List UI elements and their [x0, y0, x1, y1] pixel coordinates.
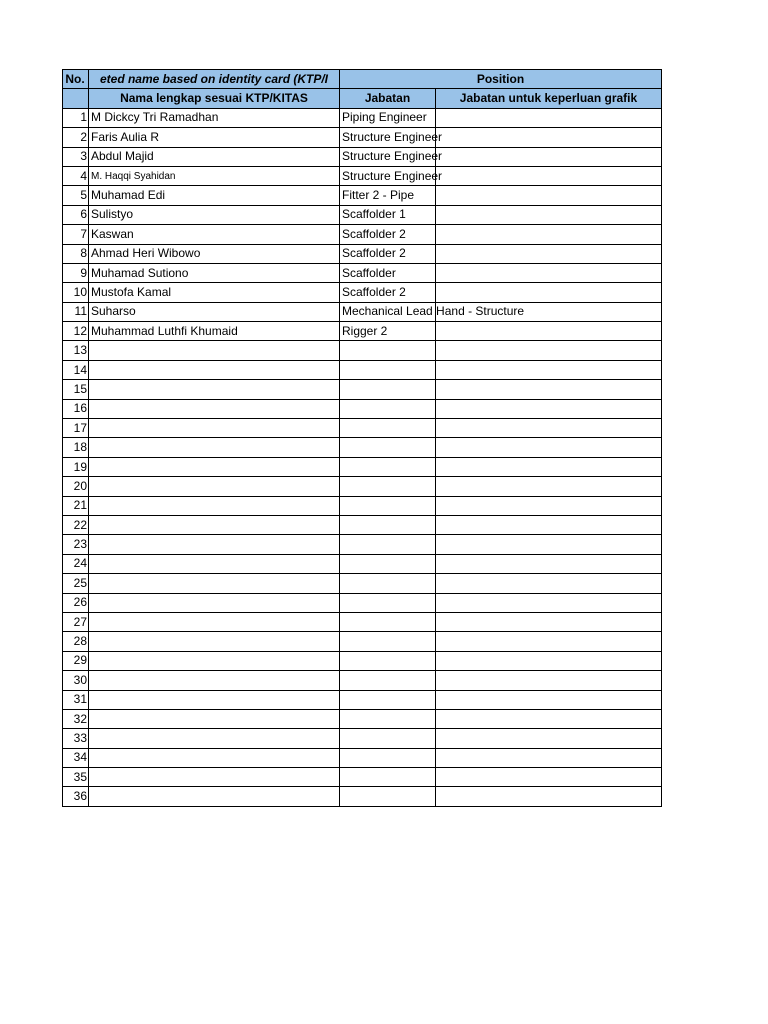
jabatan-grafik-cell[interactable] [436, 574, 662, 593]
name-cell[interactable]: Muhammad Luthfi Khumaid [89, 322, 340, 341]
name-cell[interactable] [89, 438, 340, 457]
table-row [63, 108, 662, 127]
jabatan-cell[interactable] [340, 263, 436, 282]
name-cell[interactable] [89, 651, 340, 670]
jabatan-text: Structure Engineer [342, 129, 443, 144]
row-number-cell[interactable]: 26 [63, 593, 89, 612]
jabatan-cell[interactable] [340, 632, 436, 651]
table-row [63, 768, 662, 787]
row-number-cell[interactable]: 10 [63, 283, 89, 302]
table-row [63, 690, 662, 709]
row-number-cell[interactable]: 27 [63, 612, 89, 631]
jabatan-grafik-cell[interactable] [436, 438, 662, 457]
table-row [63, 360, 662, 379]
jabatan-grafik-cell[interactable] [436, 225, 662, 244]
name-cell[interactable]: M. Haqqi Syahidan [89, 166, 340, 185]
row-number-cell[interactable]: 30 [63, 671, 89, 690]
jabatan-cell[interactable] [340, 554, 436, 573]
jabatan-text: Fitter 2 - Pipe [342, 188, 415, 203]
jabatan-cell[interactable] [340, 690, 436, 709]
jabatan-cell[interactable] [340, 574, 436, 593]
jabatan-grafik-cell[interactable] [436, 632, 662, 651]
jabatan-text: Piping Engineer [342, 110, 427, 125]
jabatan-grafik-cell[interactable] [436, 244, 662, 263]
table-row [63, 748, 662, 767]
table-row [63, 671, 662, 690]
name-cell[interactable] [89, 768, 340, 787]
jabatan-cell[interactable] [340, 322, 436, 341]
jabatan-cell[interactable] [340, 729, 436, 748]
personnel-table-body [63, 70, 662, 807]
jabatan-grafik-cell[interactable] [436, 515, 662, 534]
row-number-cell[interactable]: 22 [63, 515, 89, 534]
jabatan-grafik-cell[interactable] [436, 787, 662, 806]
row-number-cell[interactable]: 5 [63, 186, 89, 205]
name-cell[interactable] [89, 748, 340, 767]
jabatan-cell[interactable] [340, 709, 436, 728]
row-number-cell[interactable]: 19 [63, 457, 89, 476]
table-row [63, 632, 662, 651]
name-cell[interactable] [89, 671, 340, 690]
jabatan-grafik-cell[interactable] [436, 108, 662, 127]
personnel-table [62, 69, 662, 807]
name-cell[interactable] [89, 399, 340, 418]
jabatan-grafik-cell[interactable] [436, 612, 662, 631]
jabatan-cell[interactable] [340, 515, 436, 534]
table-row [63, 477, 662, 496]
table-row [63, 341, 662, 360]
jabatan-grafik-cell[interactable] [436, 457, 662, 476]
row-number-cell[interactable]: 35 [63, 768, 89, 787]
jabatan-cell[interactable] [340, 360, 436, 379]
name-cell[interactable] [89, 709, 340, 728]
jabatan-cell[interactable] [340, 787, 436, 806]
table-row [63, 263, 662, 282]
table-row [63, 302, 662, 321]
name-cell[interactable] [89, 380, 340, 399]
table-row [63, 380, 662, 399]
jabatan-text: Mechanical Lead Hand - Structure [342, 304, 525, 319]
name-cell[interactable]: Sulistyo [89, 205, 340, 224]
row-number-cell[interactable]: 2 [63, 128, 89, 147]
name-subheader[interactable]: Nama lengkap sesuai KTP/KITAS [89, 89, 340, 108]
jabatan-text: Rigger 2 [342, 323, 388, 338]
header-row-2 [63, 89, 662, 108]
row-number-cell[interactable]: 20 [63, 477, 89, 496]
jabatan-grafik-cell[interactable] [436, 166, 662, 185]
jabatan-cell[interactable] [340, 166, 443, 185]
header-row-1 [63, 70, 662, 89]
name-cell[interactable]: Kaswan [89, 225, 340, 244]
jabatan-cell[interactable] [340, 748, 436, 767]
row-number-cell[interactable]: 14 [63, 360, 89, 379]
name-cell[interactable] [89, 554, 340, 573]
name-cell[interactable] [89, 477, 340, 496]
jabatan-grafik-cell[interactable] [436, 690, 662, 709]
jabatan-cell[interactable] [340, 651, 436, 670]
table-row [63, 612, 662, 631]
row-number-cell[interactable]: 21 [63, 496, 89, 515]
table-row [63, 651, 662, 670]
completed-name-column-header[interactable]: eted name based on identity card (KTP/I [89, 70, 340, 89]
row-number-cell[interactable]: 17 [63, 419, 89, 438]
jabatan-grafik-cell[interactable] [436, 709, 662, 728]
no-column-header[interactable]: No. [63, 70, 89, 89]
jabatan-grafik-cell[interactable] [436, 322, 662, 341]
table-row [63, 244, 662, 263]
table-row [63, 399, 662, 418]
jabatan-grafik-cell[interactable] [436, 341, 662, 360]
name-cell[interactable]: M Dickcy Tri Ramadhan [89, 108, 340, 127]
jabatan-grafik-cell[interactable] [436, 651, 662, 670]
table-row [63, 535, 662, 554]
row-number-cell[interactable]: 24 [63, 554, 89, 573]
jabatan-grafik-cell[interactable] [436, 496, 662, 515]
jabatan-grafik-cell[interactable] [436, 399, 662, 418]
jabatan-cell[interactable] [340, 438, 436, 457]
row-number-cell[interactable]: 11 [63, 302, 89, 321]
jabatan-grafik-cell[interactable] [436, 147, 662, 166]
row-number-cell[interactable]: 16 [63, 399, 89, 418]
jabatan-cell[interactable] [340, 535, 436, 554]
table-row [63, 205, 662, 224]
table-row [63, 787, 662, 806]
jabatan-text: Scaffolder 2 [342, 226, 406, 241]
table-row [63, 419, 662, 438]
jabatan-grafik-cell[interactable] [436, 729, 662, 748]
jabatan-cell[interactable] [340, 612, 436, 631]
jabatan-grafik-cell[interactable] [436, 748, 662, 767]
table-row [63, 186, 662, 205]
name-cell[interactable]: Abdul Majid [89, 147, 340, 166]
name-cell[interactable] [89, 535, 340, 554]
jabatan-cell[interactable] [340, 186, 436, 205]
row-number-cell[interactable]: 13 [63, 341, 89, 360]
jabatan-cell[interactable] [340, 457, 436, 476]
table-row [63, 729, 662, 748]
jabatan-cell[interactable] [340, 244, 436, 263]
jabatan-grafik-cell[interactable] [436, 768, 662, 787]
table-row [63, 166, 662, 185]
jabatan-grafik-subheader[interactable]: Jabatan untuk keperluan grafik [436, 89, 662, 108]
table-row [63, 554, 662, 573]
row-number-cell[interactable]: 9 [63, 263, 89, 282]
name-cell[interactable]: Mustofa Kamal [89, 283, 340, 302]
name-cell[interactable]: Suharso [89, 302, 340, 321]
row-number-cell[interactable]: 1 [63, 108, 89, 127]
row-number-cell[interactable]: 23 [63, 535, 89, 554]
name-cell[interactable] [89, 574, 340, 593]
jabatan-cell[interactable] [340, 496, 436, 515]
table-row [63, 283, 662, 302]
jabatan-grafik-cell[interactable] [436, 128, 662, 147]
row-number-cell[interactable]: 25 [63, 574, 89, 593]
table-row [63, 322, 662, 341]
jabatan-text: Scaffolder 1 [342, 207, 406, 222]
name-cell[interactable] [89, 419, 340, 438]
name-cell[interactable] [89, 729, 340, 748]
row-number-cell[interactable]: 3 [63, 147, 89, 166]
table-row [63, 593, 662, 612]
name-cell[interactable] [89, 360, 340, 379]
name-cell[interactable] [89, 612, 340, 631]
name-cell[interactable] [89, 496, 340, 515]
jabatan-cell[interactable] [340, 205, 436, 224]
jabatan-cell[interactable] [340, 283, 436, 302]
jabatan-cell[interactable] [340, 380, 436, 399]
jabatan-cell[interactable] [340, 399, 436, 418]
jabatan-cell[interactable] [340, 341, 436, 360]
jabatan-cell[interactable] [340, 477, 436, 496]
row-number-cell[interactable]: 29 [63, 651, 89, 670]
jabatan-grafik-cell[interactable] [436, 554, 662, 573]
position-column-header[interactable]: Position [340, 70, 662, 89]
jabatan-text: Structure Engineer [342, 168, 443, 183]
table-row [63, 574, 662, 593]
row-number-cell[interactable]: 4 [63, 166, 89, 185]
name-cell[interactable] [89, 457, 340, 476]
table-row [63, 128, 662, 147]
jabatan-grafik-cell[interactable] [436, 593, 662, 612]
name-cell[interactable] [89, 593, 340, 612]
row-number-cell[interactable]: 12 [63, 322, 89, 341]
table-row [63, 438, 662, 457]
row-number-cell[interactable]: 36 [63, 787, 89, 806]
no-subheader-cell[interactable] [63, 89, 89, 108]
jabatan-grafik-cell[interactable] [436, 360, 662, 379]
name-cell[interactable]: Faris Aulia R [89, 128, 340, 147]
name-cell[interactable]: Ahmad Heri Wibowo [89, 244, 340, 263]
name-cell[interactable] [89, 341, 340, 360]
table-row [63, 457, 662, 476]
row-number-cell[interactable]: 33 [63, 729, 89, 748]
table-row [63, 709, 662, 728]
jabatan-text: Scaffolder 2 [342, 284, 406, 299]
name-cell[interactable] [89, 690, 340, 709]
row-number-cell[interactable]: 31 [63, 690, 89, 709]
jabatan-grafik-cell[interactable] [436, 535, 662, 554]
name-cell[interactable] [89, 515, 340, 534]
jabatan-grafik-cell[interactable] [436, 671, 662, 690]
table-row [63, 147, 662, 166]
row-number-cell[interactable]: 15 [63, 380, 89, 399]
row-number-cell[interactable]: 7 [63, 225, 89, 244]
jabatan-cell[interactable] [340, 147, 443, 166]
row-number-cell[interactable]: 34 [63, 748, 89, 767]
jabatan-cell[interactable] [340, 128, 443, 147]
jabatan-text: Scaffolder 2 [342, 246, 406, 261]
jabatan-grafik-cell[interactable] [436, 380, 662, 399]
name-cell[interactable] [89, 632, 340, 651]
jabatan-grafik-cell[interactable] [436, 263, 662, 282]
jabatan-cell[interactable] [340, 225, 436, 244]
jabatan-subheader[interactable]: Jabatan [340, 89, 436, 108]
jabatan-grafik-cell[interactable] [436, 205, 662, 224]
jabatan-grafik-cell[interactable] [436, 419, 662, 438]
jabatan-grafik-cell[interactable] [436, 186, 662, 205]
table-row [63, 225, 662, 244]
row-number-cell[interactable]: 6 [63, 205, 89, 224]
name-cell[interactable]: Muhamad Edi [89, 186, 340, 205]
name-cell[interactable]: Muhamad Sutiono [89, 263, 340, 282]
jabatan-cell[interactable] [340, 593, 436, 612]
jabatan-grafik-cell[interactable] [436, 477, 662, 496]
row-number-cell[interactable]: 28 [63, 632, 89, 651]
row-number-cell[interactable]: 32 [63, 709, 89, 728]
jabatan-cell[interactable] [340, 671, 436, 690]
jabatan-text: Scaffolder [342, 265, 396, 280]
name-cell[interactable] [89, 787, 340, 806]
jabatan-text: Structure Engineer [342, 149, 443, 164]
row-number-cell[interactable]: 8 [63, 244, 89, 263]
jabatan-cell[interactable] [340, 108, 436, 127]
table-row [63, 496, 662, 515]
jabatan-cell[interactable] [340, 302, 525, 321]
jabatan-cell[interactable] [340, 419, 436, 438]
row-number-cell[interactable]: 18 [63, 438, 89, 457]
table-row [63, 515, 662, 534]
jabatan-grafik-cell[interactable] [436, 283, 662, 302]
jabatan-cell[interactable] [340, 768, 436, 787]
